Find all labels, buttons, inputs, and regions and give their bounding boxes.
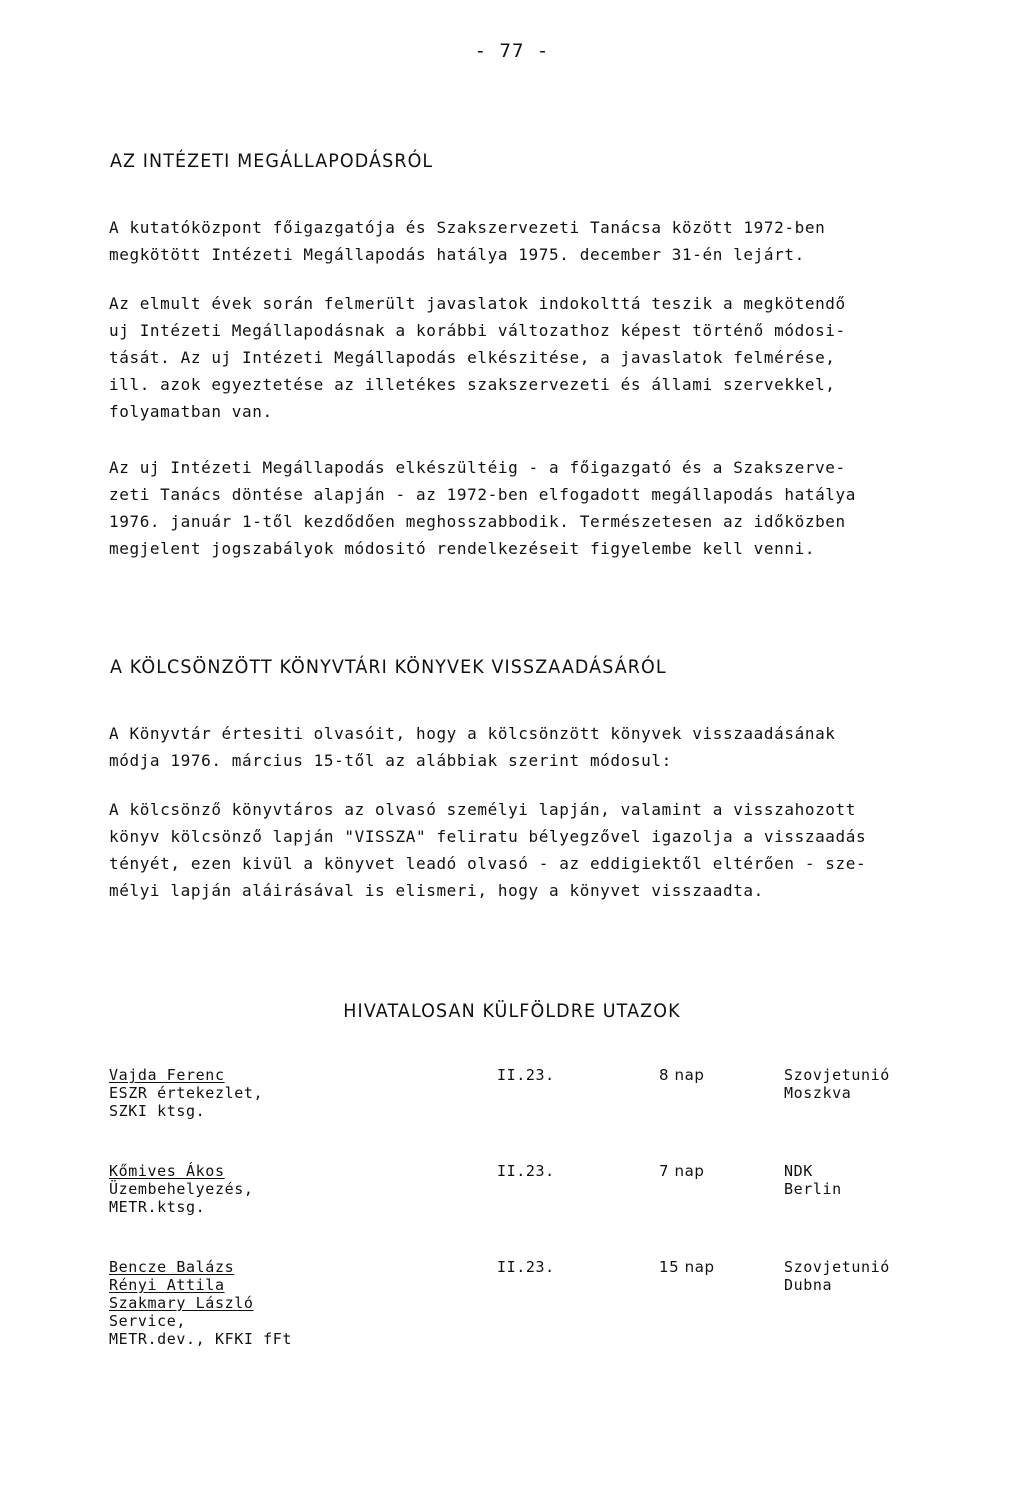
travel-participants — [109, 1066, 379, 1120]
text-line: folyamatban van. — [109, 402, 273, 421]
text-line: módja 1976. március 15-től az alábbiak szerint módosul: — [109, 751, 672, 770]
text-line: A kölcsönző könyvtáros az olvasó személyi lapján, valamint a visszahozott — [109, 800, 856, 819]
travel-purpose: METR.ktsg. — [109, 1198, 206, 1216]
traveler-name: Kőmives Ákos — [109, 1162, 225, 1180]
section-title-official-travel: HIVATALOSAN KÜLFÖLDRE UTAZOK — [343, 1000, 681, 1022]
destination-city: Berlin — [784, 1180, 842, 1198]
text-line: A kutatóközpont főigazgatója és Szakszervezeti Tanácsa között 1972-ben — [109, 218, 826, 237]
travel-duration: 7 nap — [659, 1162, 705, 1180]
travel-purpose: ESZR értekezlet, — [109, 1084, 264, 1102]
text-line: tását. Az uj Intézeti Megállapodás elkészitése, a javaslatok felmérése, — [109, 348, 836, 367]
text-line: uj Intézeti Megállapodásnak a korábbi változathoz képest történő módosi- — [109, 321, 846, 340]
travel-date: II.23. — [497, 1066, 555, 1084]
text-line: A Könyvtár értesiti olvasóit, hogy a kölcsönzött könyvek visszaadásának — [109, 724, 836, 743]
page-number: - 77 - — [474, 40, 550, 62]
text-line: ill. azok egyeztetése az illetékes szakszervezeti és állami szervekkel, — [109, 375, 836, 394]
travel-date: II.23. — [497, 1162, 555, 1180]
travel-date: II.23. — [497, 1258, 555, 1276]
travel-purpose: Üzembehelyezés, — [109, 1180, 254, 1198]
text-line: tényét, ezen kivül a könyvet leadó olvasó - az eddigiektől eltérően - sze- — [109, 854, 867, 873]
travel-duration: 8 nap — [659, 1066, 705, 1084]
travel-purpose: Service, — [109, 1312, 187, 1330]
travel-participants — [109, 1162, 379, 1216]
destination-country: Szovjetunió — [784, 1066, 890, 1084]
text-line: megkötött Intézeti Megállapodás hatálya 1975. december 31-én lejárt. — [109, 245, 805, 264]
travel-purpose: SZKI ktsg. — [109, 1102, 206, 1120]
travel-purpose: METR.dev., KFKI fFt — [109, 1330, 292, 1348]
traveler-name: Rényi Attila — [109, 1276, 225, 1294]
destination-country: NDK — [784, 1162, 813, 1180]
travel-destination — [784, 1066, 890, 1102]
text-line: Az elmult évek során felmerült javaslatok indokolttá teszik a megkötendő — [109, 294, 846, 313]
text-line: Az uj Intézeti Megállapodás elkészültéig - a főigazgató és a Szakszerve- — [109, 458, 846, 477]
paragraph-agreement-extension — [109, 454, 929, 562]
travel-destination — [784, 1258, 890, 1294]
text-line: 1976. január 1-től kezdődően meghosszabbodik. Természetesen az időközben — [109, 512, 846, 531]
traveler-name: Vajda Ferenc — [109, 1066, 225, 1084]
text-line: zeti Tanács döntése alapján - az 1972-ben elfogadott megállapodás hatálya — [109, 485, 856, 504]
section-title-library-returns: A KÖLCSÖNZÖTT KÖNYVTÁRI KÖNYVEK VISSZAADÁSÁRÓL — [110, 656, 667, 678]
text-line: könyv kölcsönző lapján "VISSZA" feliratu bélyegzővel igazolja a visszaadás — [109, 827, 867, 846]
section-title-institutional-agreement: AZ INTÉZETI MEGÁLLAPODÁSRÓL — [110, 150, 434, 172]
paragraph-agreement-revision — [109, 290, 929, 425]
paragraph-agreement-expiry — [109, 214, 929, 268]
paragraph-library-procedure — [109, 796, 929, 904]
travel-duration: 15 nap — [659, 1258, 715, 1276]
text-line: mélyi lapján aláirásával is elismeri, hogy a könyvet visszaadta. — [109, 881, 764, 900]
travel-destination — [784, 1162, 842, 1198]
destination-city: Moszkva — [784, 1084, 852, 1102]
destination-country: Szovjetunió — [784, 1258, 890, 1276]
paragraph-library-notice — [109, 720, 929, 774]
travel-participants — [109, 1258, 379, 1348]
destination-city: Dubna — [784, 1276, 833, 1294]
traveler-name: Szakmary László — [109, 1294, 254, 1312]
traveler-name: Bencze Balázs — [109, 1258, 235, 1276]
text-line: megjelent jogszabályok módositó rendelkezéseit figyelembe kell venni. — [109, 539, 816, 558]
